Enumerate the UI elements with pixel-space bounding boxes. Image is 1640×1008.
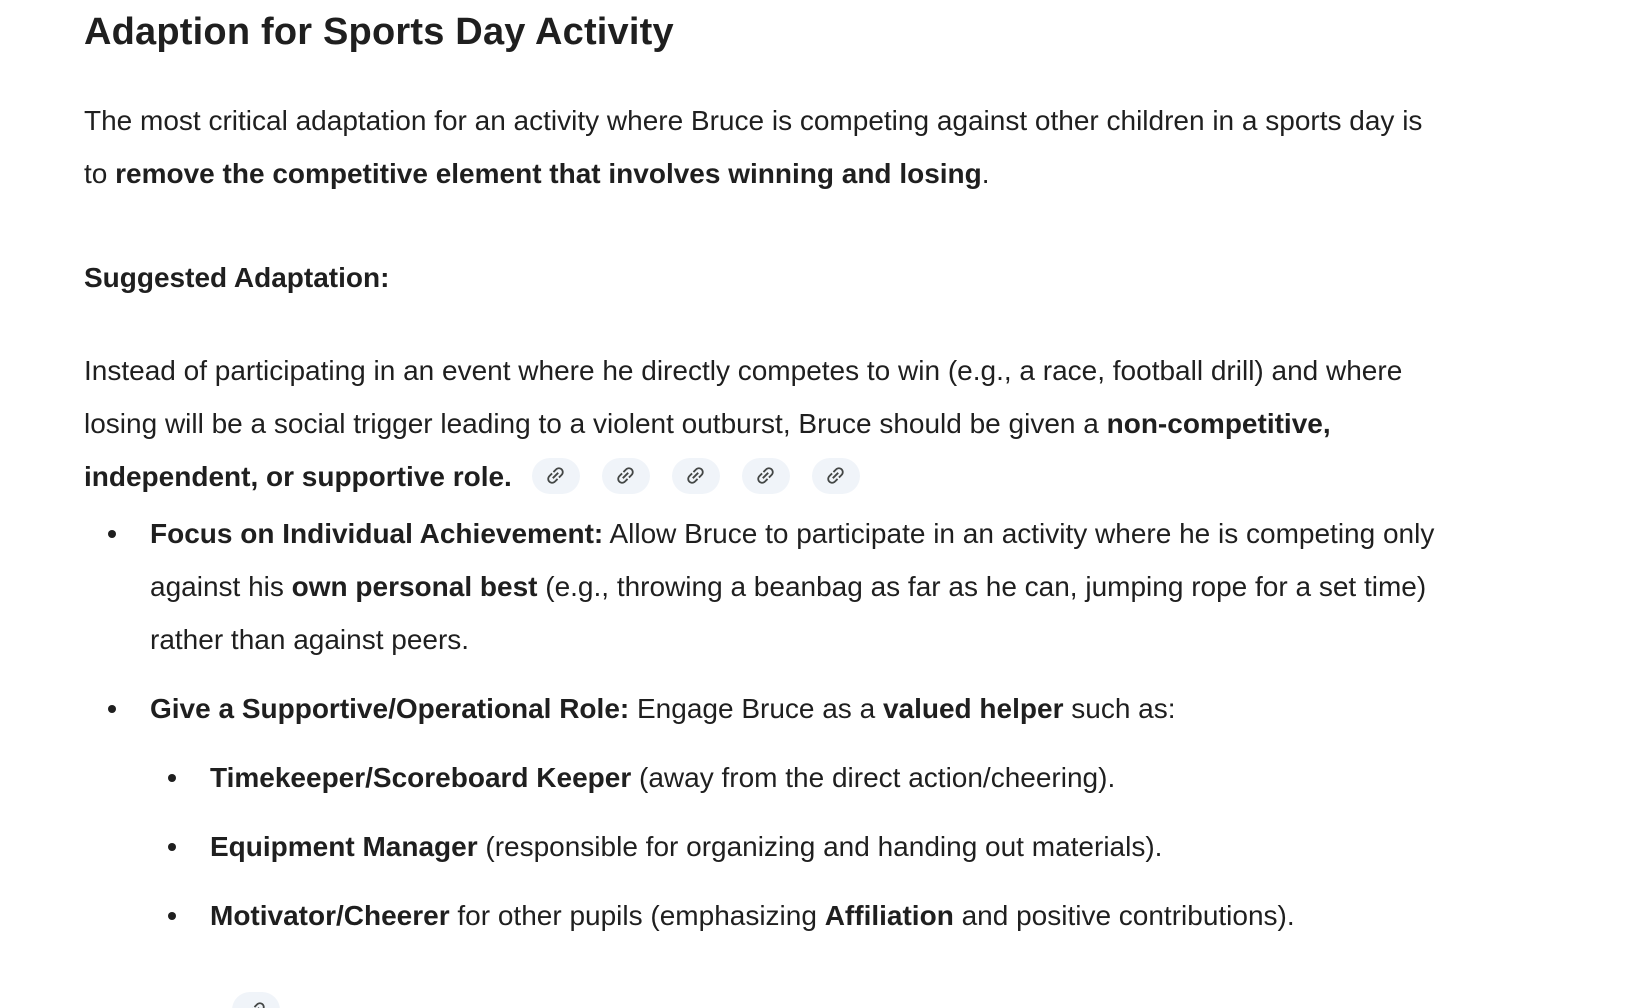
text-segment-bold: Equipment Manager bbox=[210, 831, 478, 862]
link-icon bbox=[614, 464, 637, 487]
link-icon bbox=[824, 464, 847, 487]
link-icon bbox=[754, 464, 777, 487]
text-segment: . bbox=[981, 158, 990, 189]
citation-link-chip[interactable] bbox=[232, 992, 280, 1008]
text-segment: such as: bbox=[1063, 693, 1176, 724]
link-icon bbox=[245, 999, 268, 1008]
text-segment: for other pupils (emphasizing bbox=[449, 900, 825, 931]
citation-chip-group-partial bbox=[232, 992, 1444, 1008]
text-segment-bold: non-competitive, independent, or supportive role. bbox=[84, 408, 1331, 492]
text-segment: Instead of participating in an event where he directly competes to win (e.g., a race, football drill) and where losing will be a social trigger leading to a violent outburst, Bruce should be given a bbox=[84, 355, 1403, 439]
text-segment-bold: Give a Supportive/Operational Role: bbox=[150, 693, 630, 724]
list-item-text bbox=[150, 518, 1434, 655]
citation-link-chip[interactable] bbox=[672, 458, 720, 494]
text-segment-bold: Focus on Individual Achievement: bbox=[150, 518, 604, 549]
link-icon bbox=[544, 464, 567, 487]
list-item-text bbox=[150, 693, 1176, 724]
helper-roles-sublist bbox=[144, 751, 1444, 1008]
adaptation-paragraph bbox=[84, 344, 1444, 503]
list-item-text bbox=[210, 900, 1295, 931]
list-item bbox=[84, 507, 1444, 666]
list-item-text bbox=[210, 762, 1115, 793]
text-segment: Allow Bruce to participate in an activity where he is competing only against his bbox=[150, 518, 1435, 602]
citation-link-chip[interactable] bbox=[812, 458, 860, 494]
text-segment-bold: Affiliation bbox=[824, 900, 954, 931]
text-segment-bold: remove the competitive element that involves winning and losing bbox=[115, 158, 982, 189]
sublist-item bbox=[144, 751, 1444, 804]
section-subheading: Suggested Adaptation: bbox=[84, 262, 390, 293]
citation-chip-group bbox=[532, 458, 860, 494]
link-icon bbox=[684, 464, 707, 487]
page-title: Adaption for Sports Day Activity bbox=[84, 11, 674, 53]
citation-link-chip[interactable] bbox=[532, 458, 580, 494]
text-segment-bold: Motivator/Cheerer bbox=[210, 900, 450, 931]
text-segment-bold: Timekeeper/Scoreboard Keeper bbox=[210, 762, 632, 793]
text-segment: Engage Bruce as a bbox=[629, 693, 883, 724]
text-segment: (away from the direct action/cheering). bbox=[631, 762, 1116, 793]
sublist-item bbox=[144, 889, 1444, 1008]
intro-paragraph bbox=[84, 94, 1444, 200]
list-item bbox=[84, 682, 1444, 1008]
text-segment: and positive contributions). bbox=[953, 900, 1295, 931]
text-segment: (e.g., throwing a beanbag as far as he can, jumping rope for a set time) rather than against peers. bbox=[150, 571, 1427, 655]
text-segment-bold: own personal best bbox=[291, 571, 538, 602]
list-item-text bbox=[210, 831, 1162, 862]
citation-link-chip[interactable] bbox=[742, 458, 790, 494]
text-segment-bold: valued helper bbox=[882, 693, 1064, 724]
text-segment: (responsible for organizing and handing out materials). bbox=[477, 831, 1163, 862]
sublist-item bbox=[144, 820, 1444, 873]
suggestion-list bbox=[84, 507, 1444, 1008]
text-segment: The most critical adaptation for an activity where Bruce is competing against other children in a sports day is to bbox=[84, 105, 1423, 189]
citation-link-chip[interactable] bbox=[602, 458, 650, 494]
